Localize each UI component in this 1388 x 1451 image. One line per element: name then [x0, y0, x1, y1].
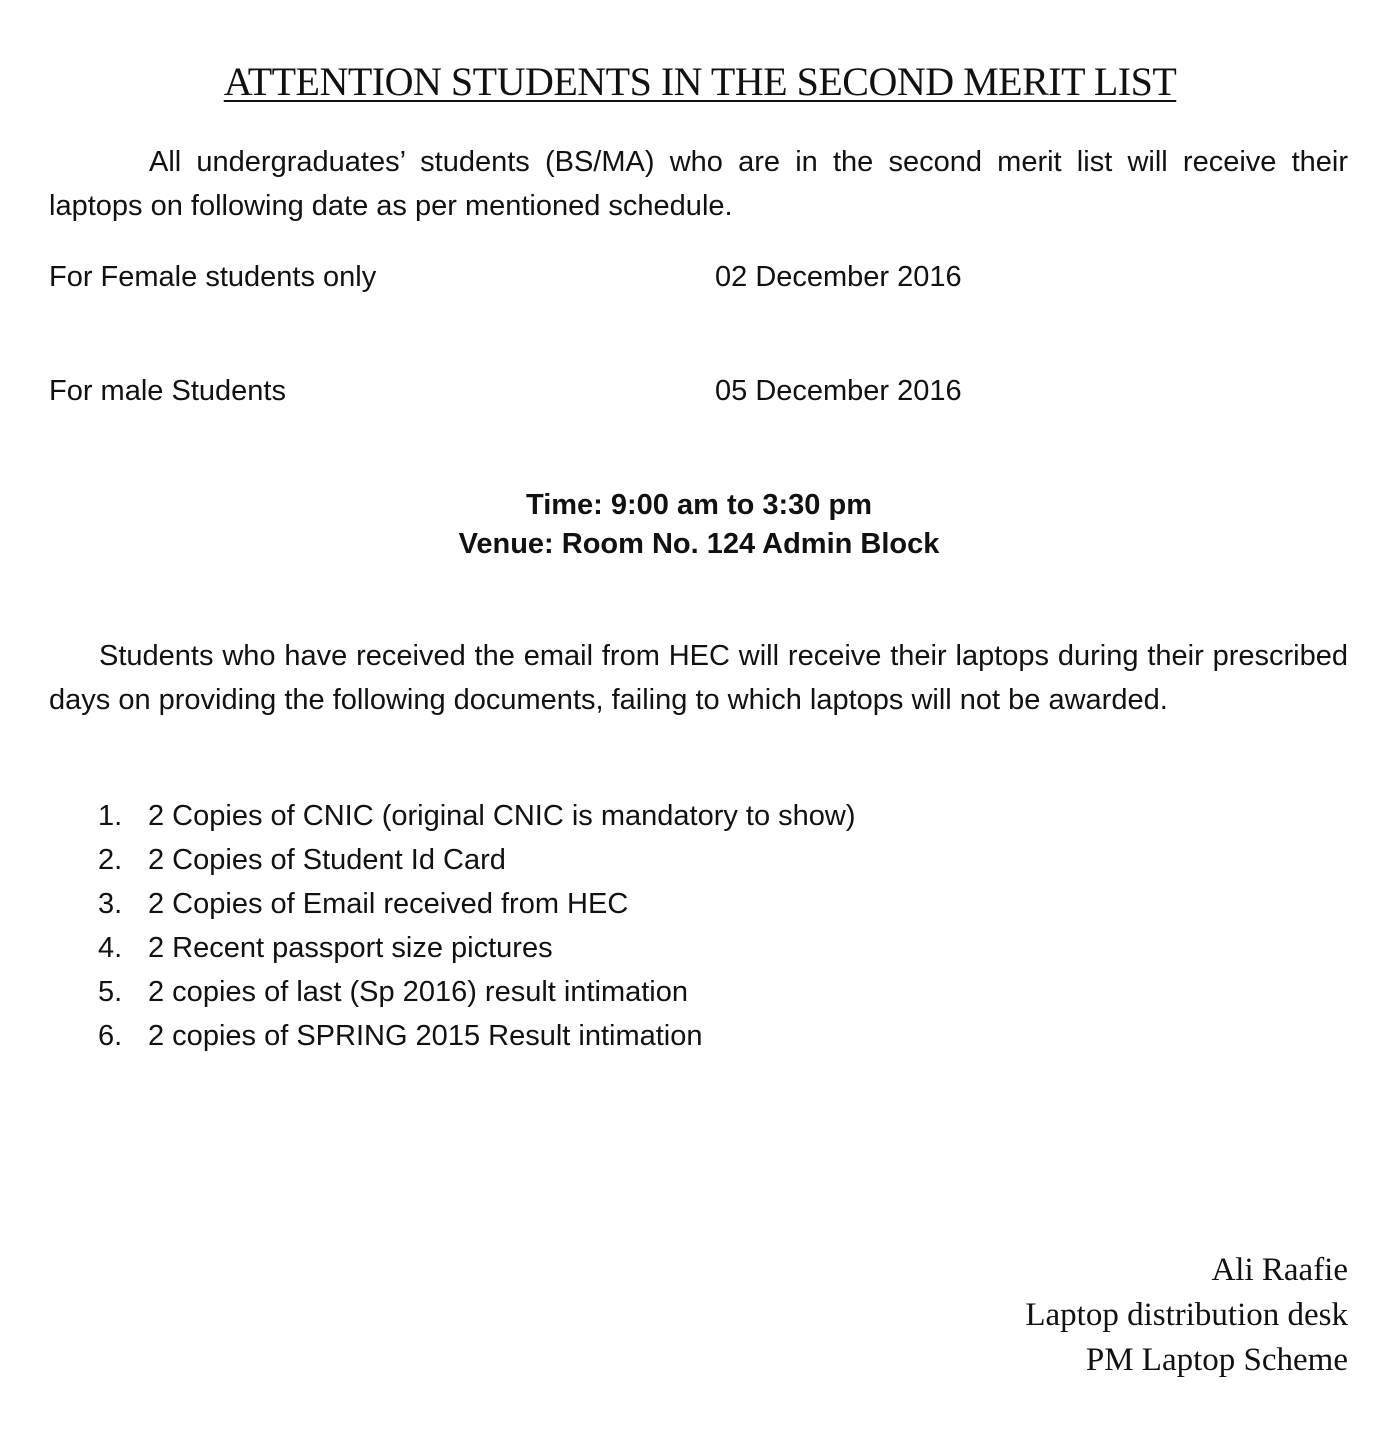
- schedule-group-label: For male Students: [49, 375, 286, 407]
- list-item-text: 2 copies of SPRING 2015 Result intimation: [148, 1020, 703, 1052]
- list-item: [98, 970, 856, 1014]
- list-item-text: 2 Recent passport size pictures: [148, 932, 553, 964]
- signature-block: [1025, 1248, 1348, 1383]
- list-item-number: 4.: [98, 932, 123, 964]
- schedule-date: 05 December 2016: [715, 375, 962, 407]
- list-item: [98, 794, 856, 838]
- venue-line: Venue: Room No. 124 Admin Block: [458, 528, 940, 560]
- requirements-list: [98, 794, 856, 1058]
- intro-paragraph: All undergraduates’ students (BS/MA) who are in the second merit list will receive their laptops on following date as per mentioned schedule.: [49, 146, 1348, 222]
- schedule-group-label: For Female students only: [49, 261, 377, 293]
- time-line: Time: 9:00 am to 3:30 pm: [526, 489, 872, 521]
- list-item-number: 1.: [98, 800, 123, 832]
- list-item-number: 2.: [98, 844, 123, 876]
- notice-title: ATTENTION STUDENTS IN THE SECOND MERIT LIST: [223, 59, 1177, 104]
- schedule-date: 02 December 2016: [715, 261, 962, 293]
- list-item: [98, 926, 856, 970]
- list-item-number: 3.: [98, 888, 123, 920]
- signature-name: Ali Raafie: [1211, 1252, 1348, 1288]
- list-item: [98, 882, 856, 926]
- list-item-number: 5.: [98, 976, 123, 1008]
- list-item-text: 2 copies of last (Sp 2016) result intimation: [148, 976, 688, 1008]
- list-item: [98, 838, 856, 882]
- list-item: [98, 1014, 856, 1058]
- list-item-text: 2 Copies of Student Id Card: [148, 844, 506, 876]
- list-item-text: 2 Copies of CNIC (original CNIC is mandatory to show): [148, 800, 856, 832]
- list-item-text: 2 Copies of Email received from HEC: [148, 888, 629, 920]
- documents-paragraph: Students who have received the email from HEC will receive their laptops during their prescribed days on providing the following documents, failing to which laptops will not be awarded.: [49, 640, 1348, 716]
- signature-organization: PM Laptop Scheme: [1085, 1342, 1348, 1378]
- schedule-row-female: [49, 257, 962, 297]
- schedule-row-male: [49, 371, 962, 411]
- signature-role: Laptop distribution desk: [1025, 1297, 1348, 1333]
- list-item-number: 6.: [98, 1020, 123, 1052]
